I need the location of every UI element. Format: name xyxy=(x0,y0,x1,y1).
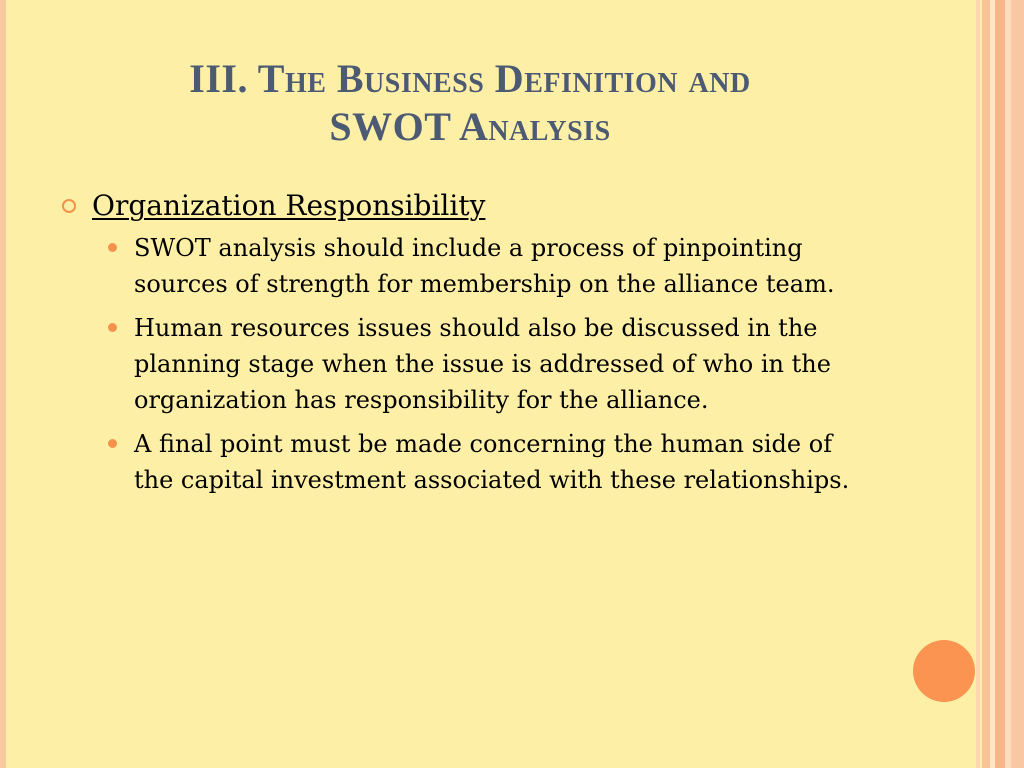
bullet-item xyxy=(62,230,862,302)
ring-bullet-icon xyxy=(62,199,76,213)
bullet-item xyxy=(62,310,862,418)
left-border-stripe xyxy=(0,0,6,768)
right-decor-stripe xyxy=(995,0,1005,768)
dot-bullet-icon xyxy=(108,439,117,448)
bullet-list xyxy=(62,230,862,498)
section-heading: Organization Responsibility xyxy=(92,189,486,222)
title-line-2: SWOT Analysis xyxy=(329,104,611,149)
decorative-circle xyxy=(913,640,975,702)
right-decor-stripe xyxy=(976,0,980,768)
bullet-text: Human resources issues should also be discussed in the planning stage when the issue is addressed of who in the organization has responsibility for the alliance. xyxy=(134,314,831,414)
slide-title xyxy=(80,55,860,151)
right-decor-stripe xyxy=(982,0,990,768)
title-line-1: III. The Business Definition and xyxy=(189,56,751,101)
bullet-text: SWOT analysis should include a process of pinpointing sources of strength for membership on the alliance team. xyxy=(134,234,835,298)
slide-content xyxy=(62,186,862,506)
bullet-item xyxy=(62,426,862,498)
dot-bullet-icon xyxy=(108,243,117,252)
dot-bullet-icon xyxy=(108,323,117,332)
bullet-text: A final point must be made concerning the human side of the capital investment associated with these relationships. xyxy=(134,430,850,494)
heading-bullet-item xyxy=(62,186,862,226)
right-decor-stripe xyxy=(1011,0,1024,768)
